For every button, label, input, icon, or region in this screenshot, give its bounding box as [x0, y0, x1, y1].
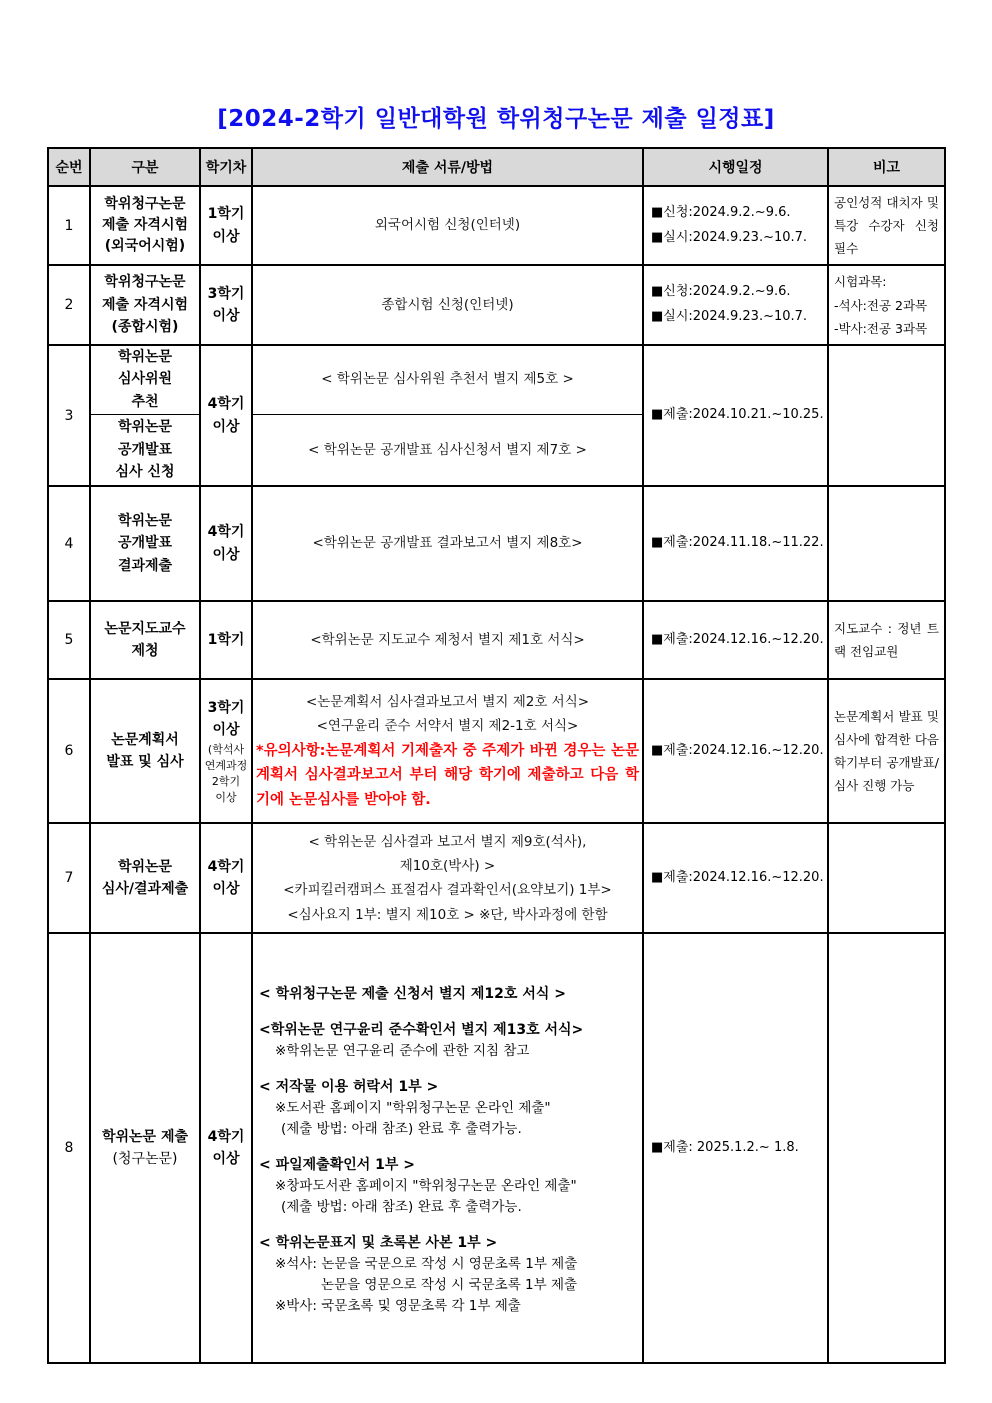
text-line: 4학기	[207, 524, 245, 541]
text-line: 논문을 영문으로 작성 시 국문초록 1부 제출	[321, 1276, 578, 1293]
text-line: 3학기	[207, 700, 245, 716]
text-line: <연구윤리 준수 서약서 별지 제2-1호 서식>	[316, 718, 579, 735]
text-line: 논문계획서	[111, 731, 179, 748]
row7-no: 7	[48, 823, 90, 933]
text-line: ■신청:2024.9.2.~9.6.	[651, 205, 791, 220]
header-schedule: 시행일정	[643, 148, 828, 186]
row6-category	[90, 679, 200, 823]
row2-docs: 종합시험 신청(인터넷)	[252, 265, 643, 344]
text-line: 이상	[212, 722, 240, 739]
text-line: 추천	[131, 394, 159, 411]
row1-semester	[200, 186, 252, 265]
warning-note: *유의사항:논문계획서 기제출자 중 주제가 바뀐 경우는 논문계획서 심사결과보고서 부터 해당 학기에 제출하고 다음 학기에 논문심사를 받아야 함.	[256, 742, 639, 808]
text-line: 이상	[212, 418, 240, 435]
text-line: <카피킬러캠퍼스 표절검사 결과확인서(요약보기) 1부>	[283, 882, 612, 899]
text-line: <논문계획서 심사결과보고서 별지 제2호 서식>	[305, 694, 590, 710]
text-line: 제청	[131, 643, 159, 660]
text-line: < 학위논문 심사결과 보고서 별지 제9호(석사),	[308, 833, 587, 850]
text-line: ※석사: 논문을 국문으로 작성 시 영문초록 1부 제출	[275, 1255, 578, 1272]
text-line: -박사:전공 3과목	[834, 320, 928, 336]
row6-no: 6	[48, 679, 90, 823]
row7-schedule: ■제출:2024.12.16.~12.20.	[643, 823, 828, 933]
row7-note	[828, 823, 945, 933]
text-line: ■실시:2024.9.23.~10.7.	[651, 309, 808, 325]
text-line: 결과제출	[117, 558, 173, 575]
text-line: ■신청:2024.9.2.~9.6.	[651, 284, 791, 300]
text-line: 학위청구논문	[104, 196, 186, 213]
text-line: < 학위논문표지 및 초록본 사본 1부 >	[259, 1234, 498, 1251]
schedule-table	[47, 147, 946, 1364]
row3a-category	[90, 345, 200, 415]
row5-no: 5	[48, 601, 90, 679]
table-row	[48, 265, 945, 344]
table-row	[48, 601, 945, 679]
row1-no: 1	[48, 186, 90, 265]
text-line: 제출 자격시험	[101, 217, 189, 234]
text-line: 학위논문	[117, 419, 173, 435]
text-line: 제출 자격시험	[101, 296, 189, 313]
text-line: ■실시:2024.9.23.~10.7.	[651, 229, 808, 245]
row4-docs: <학위논문 공개발표 결과보고서 별지 제8호>	[252, 486, 643, 601]
text-line: < 파일제출확인서 1부 >	[259, 1156, 416, 1173]
row3-schedule: ■제출:2024.10.21.~10.25.	[643, 345, 828, 487]
text-line: 시험과목:	[834, 274, 887, 290]
text-line: ※도서관 홈페이지 "학위청구논문 온라인 제출"	[275, 1099, 551, 1116]
text-line: <학위논문 연구윤리 준수확인서 별지 제13호 서식>	[259, 1021, 584, 1038]
text-line: 이상	[212, 1151, 240, 1168]
text-line: 학위논문 제출	[101, 1128, 189, 1145]
table-row	[48, 186, 945, 265]
row2-semester	[200, 265, 252, 344]
row7-semester	[200, 823, 252, 933]
row3b-docs: < 학위논문 공개발표 심사신청서 별지 제7호 >	[252, 414, 643, 486]
table-row	[48, 823, 945, 933]
text-line: 학위청구논문	[104, 274, 186, 291]
row6-docs	[252, 679, 643, 823]
text-line: ※창파도서관 홈페이지 "학위청구논문 온라인 제출"	[275, 1177, 577, 1194]
row4-schedule: ■제출:2024.11.18.~11.22.	[643, 486, 828, 601]
text-line: 4학기	[207, 858, 245, 875]
header-docs: 제출 서류/방법	[252, 148, 643, 186]
row1-schedule	[643, 186, 828, 265]
table-row	[48, 933, 945, 1363]
text-line: 심사 신청	[115, 464, 175, 481]
text-line: ※박사: 국문초록 및 영문초록 각 1부 제출	[275, 1297, 521, 1314]
text-line: 이상	[212, 546, 240, 563]
text-line: 논문지도교수	[104, 620, 186, 637]
header-semester: 학기차	[200, 148, 252, 186]
row7-category	[90, 823, 200, 933]
text-line: 3학기	[207, 285, 245, 302]
row6-schedule: ■제출:2024.12.16.~12.20.	[643, 679, 828, 823]
text-line: 1학기	[207, 206, 245, 223]
text-line: 학위논문	[117, 512, 173, 529]
row6-semester	[200, 679, 252, 823]
text-line: (학석사	[207, 742, 245, 756]
header-no: 순번	[48, 148, 90, 186]
row8-no: 8	[48, 933, 90, 1363]
header-note: 비고	[828, 148, 945, 186]
text-line: 4학기	[207, 1128, 245, 1145]
row2-category	[90, 265, 200, 344]
row4-semester	[200, 486, 252, 601]
row5-semester	[200, 601, 252, 679]
row8-category	[90, 933, 200, 1363]
text-line: (제출 방법: 아래 참조) 완료 후 출력가능.	[281, 1120, 522, 1137]
text-line: ※학위논문 연구윤리 준수에 관한 지침 참고	[275, 1042, 530, 1059]
text-line: 이상	[212, 308, 240, 325]
text-line: 학위논문	[117, 348, 173, 365]
row1-note: 공인성적 대치자 및 특강 수강자 신청 필수	[828, 186, 945, 265]
row7-docs	[252, 823, 643, 933]
row2-schedule	[643, 265, 828, 344]
row3-note	[828, 345, 945, 487]
text-line: -석사:전공 2과목	[834, 297, 928, 313]
row3b-category	[90, 414, 200, 486]
row3-semester	[200, 345, 252, 487]
table-header-row	[48, 148, 945, 186]
row1-docs: 외국어시험 신청(인터넷)	[252, 186, 643, 265]
text-line: 발표 및 심사	[106, 754, 184, 771]
row4-note	[828, 486, 945, 601]
row2-no: 2	[48, 265, 90, 344]
text-line: 학위논문	[117, 858, 173, 875]
text-line: <심사요지 1부: 별지 제10호 > ※단, 박사과정에 한함	[287, 906, 608, 923]
row3-no: 3	[48, 345, 90, 487]
table-row	[48, 345, 945, 415]
row5-schedule: ■제출:2024.12.16.~12.20.	[643, 601, 828, 679]
row1-category	[90, 186, 200, 265]
table-row	[48, 679, 945, 823]
row8-note	[828, 933, 945, 1363]
row8-docs	[252, 933, 643, 1363]
text-line: (제출 방법: 아래 참조) 완료 후 출력가능.	[281, 1198, 522, 1215]
text-line: 연계과정	[204, 758, 248, 772]
row8-schedule: ■제출: 2025.1.2.~ 1.8.	[643, 933, 828, 1363]
text-line: 심사/결과제출	[101, 881, 189, 898]
table-row	[48, 486, 945, 601]
row8-semester	[200, 933, 252, 1363]
text-line: < 저작물 이용 허락서 1부 >	[259, 1078, 439, 1095]
text-line: 이상	[212, 228, 240, 245]
text-line: 이상	[212, 881, 240, 898]
row4-no: 4	[48, 486, 90, 601]
text-line: 2학기	[211, 774, 241, 788]
text-line: < 학위청구논문 제출 신청서 별지 제12호 서식 >	[259, 985, 566, 1002]
header-category: 구분	[90, 148, 200, 186]
row5-category	[90, 601, 200, 679]
text-line: 1학기	[207, 632, 245, 649]
row6-note: 논문계획서 발표 및 심사에 합격한 다음 학기부터 공개발표/심사 진행 가능	[828, 679, 945, 823]
text-line: 이상	[215, 790, 237, 804]
text-line: 제10호(박사) >	[399, 857, 496, 874]
row4-category	[90, 486, 200, 601]
text-line: 공개발표	[117, 441, 173, 458]
text-line: (종합시험)	[111, 319, 179, 336]
text-line: 공개발표	[117, 535, 173, 552]
row2-note	[828, 265, 945, 344]
page-title: [2024-2학기 일반대학원 학위청구논문 제출 일정표]	[217, 106, 775, 132]
row3a-docs: < 학위논문 심사위원 추천서 별지 제5호 >	[252, 345, 643, 415]
text-line: (외국어시험)	[104, 238, 186, 255]
text-line: 4학기	[207, 396, 245, 413]
text-line: (청구논문)	[112, 1151, 178, 1168]
row5-docs: <학위논문 지도교수 제청서 별지 제1호 서식>	[252, 601, 643, 679]
row5-note: 지도교수 : 정년 트랙 전임교원	[828, 601, 945, 679]
text-line: 심사위원	[117, 371, 173, 388]
